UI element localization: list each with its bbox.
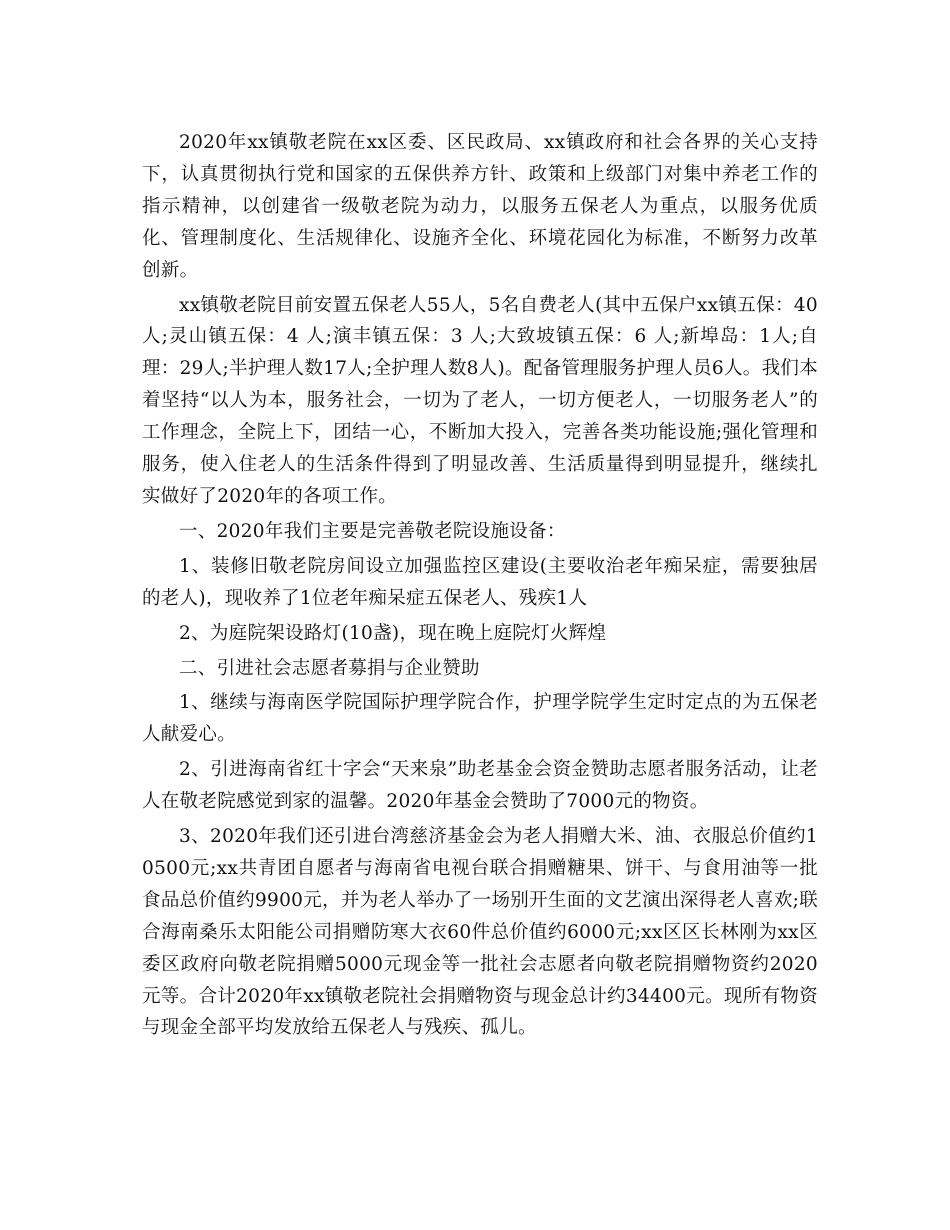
document-body — [142, 127, 818, 1047]
list-item-red-cross: 2、引进海南省红十字会“天来泉”助老基金会资金赞助志愿者服务活动，让老人在敬老院感觉到家的温馨。2020年基金会赞助了7000元的物资。 — [142, 759, 818, 813]
list-item-medical-college: 1、继续与海南医学院国际护理学院合作，护理学院学生定时定点的为五保老人献爱心。 — [142, 692, 818, 746]
paragraph-intro: 2020年xx镇敬老院在xx区委、区民政局、xx镇政府和社会各界的关心支持下，认真贯彻执行党和国家的五保供养方针、政策和上级部门对集中养老工作的指示精神，以创建省一级敬老院为动力，以服务五保老人为重点，以服务优质化、管理制度化、生活规律化、设施齐全化、环境花园化为标准，不断努力改革创新。 — [142, 132, 818, 281]
list-item-donations: 3、2020年我们还引进台湾慈济基金会为老人捐赠大米、油、衣服总价值约10500元;xx共青团自愿者与海南省电视台联合捐赠糖果、饼干、与食用油等一批食品总价值约9900元，并为老人举办了一场别开生面的文艺演出深得老人喜欢;联合海南桑乐太阳能公司捐赠防寒大衣60件总价值约6000元;xx区区长林刚为xx区委区政府向敬老院捐赠5000元现金等一批社会志愿者向敬老院捐赠物资约2020元等。合计2020年xx镇敬老院社会捐赠物资与现金总计约34400元。现所有物资与现金全部平均发放给五保老人与残疾、孤儿。 — [142, 826, 818, 1039]
section-heading-facilities: 一、2020年我们主要是完善敬老院设施设备： — [179, 520, 566, 542]
list-item-renovation: 1、装修旧敬老院房间设立加强监控区建设(主要收治老年痴呆症，需要独居的老人)，现收养了1位老年痴呆症五保老人、残疾1人 — [142, 555, 818, 609]
section-heading-volunteers: 二、引进社会志愿者募捐与企业赞助 — [179, 657, 480, 679]
paragraph-residents: xx镇敬老院目前安置五保老人55人，5名自费老人(其中五保户xx镇五保：40人;灵山镇五保：4 人;演丰镇五保：3 人;大致坡镇五保：6 人;新埠岛：1人;自理：29人;半护理人数17人;全护理人数8人)。配备管理服务护理人员6人。我们本着坚持“以人为本，服务社会，一切为了老人，一切方便老人，一切服务老人”的工作理念，全院上下，团结一心，不断加大投入，完善各类功能设施;强化管理和服务，使入住老人的生活条件得到了明显改善、生活质量得到明显提升，继续扎实做好了2020年的各项工作。 — [142, 294, 818, 507]
list-item-street-lights: 2、为庭院架设路灯(10盏)，现在晚上庭院灯火辉煌 — [179, 622, 607, 644]
